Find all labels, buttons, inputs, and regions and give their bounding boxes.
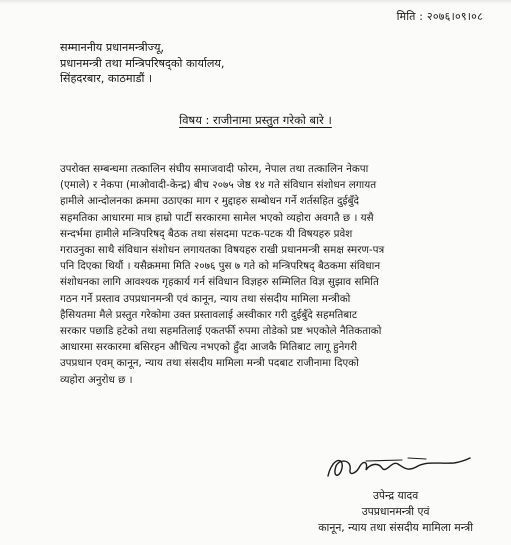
subject-text: विषय : राजीनामा प्रस्तुत गरेको बारे ।: [179, 113, 332, 127]
body-line: सरकार पछाडि हटेको तथा सहमतिलाई एकतर्फी रुपमा तोडेको प्रष्ट भएकोले नैतिकताको: [60, 325, 382, 338]
body-line: हैसियतमा मैले प्रस्तुत गरेकोमा उक्त प्रस्तावलाई अस्वीकार गरी दुईबुँदे सहमतिबाट: [60, 308, 358, 321]
body-line: सहमतिका आधारमा मात्र हाम्रो पार्टी सरकारमा सामेल भएको व्यहोरा अवगतै छ । यसै: [60, 211, 374, 224]
body-line: सन्दर्भमा हामीले मन्त्रिपरिषद् बैठक तथा संसदमा पटक-पटक यी विषयहरु प्रवेश: [60, 227, 353, 240]
body-line: संशोधनका लागि आवश्यक गृहकार्य गर्न संविधान विज्ञहरु सम्मिलित विज्ञ सुझाव समिति: [60, 276, 379, 289]
signatory-name: उपेन्द्र यादव: [372, 489, 419, 502]
recipient-line-3: सिंहदरबार, काठमाडौं ।: [60, 72, 153, 85]
body-line: आधारमा सरकारमा बसिरहन औचित्य नभएको हुँदा आजकै मितिबाट लागू हुनेगरी: [60, 341, 358, 354]
signature-block: [318, 488, 473, 536]
body-line: उपरोक्त सम्बन्धमा तत्कालिन संघीय समाजवादी फोरम, नेपाल तथा तत्कालिन नेकपा: [60, 163, 369, 175]
subject-line: [0, 113, 511, 128]
recipient-line-2: प्रधानमन्त्री तथा मन्त्रिपरिषद्को कार्यालय,: [60, 56, 225, 70]
recipient-address: [60, 40, 224, 87]
body-line: उपप्रधान एवम् कानून, न्याय तथा संसदीय मामिला मन्त्री पदबाट राजीनामा दिएको: [60, 357, 359, 370]
signatory-title-2: कानून, न्याय तथा संसदीय मामिला मन्त्री: [318, 521, 473, 534]
body-line: गराउनुका साथै संविधान संशोधन लगायतका विषयहरु राखी प्रधानमन्त्री समक्ष स्मरण-पत्र: [60, 244, 385, 257]
body-line: पनि दिएका थियौं । यसैक्रममा मिति २०७६ पुस ७ गते को मन्त्रिपरिषद् बैठकमा संविधान: [60, 260, 381, 273]
body-line: (एमाले) र नेकपा (माओवादी-केन्द्र) बीच २०७५ जेष्ठ १४ गते संविधान संशोधन लगायत: [60, 179, 377, 192]
page-top-edge: [0, 0, 511, 4]
body-line: गठन गर्ने प्रस्ताव उपप्रधानमन्त्री एवं कानून, न्याय तथा संसदीय मामिला मन्त्रीको: [60, 292, 351, 305]
body-line: व्यहोरा अनुरोध छ ।: [60, 373, 133, 386]
signatory-title-1: उपप्रधानमन्त्री एवं: [361, 505, 430, 518]
recipient-line-1: सम्माननीय प्रधानमन्त्रीज्यू,: [60, 41, 165, 54]
letter-body: [60, 161, 472, 388]
letter-date: मिति : २०७६।०९।०८: [396, 10, 483, 23]
body-line: हामीले आन्दोलनका क्रममा उठाएका माग र मुद्दाहरु सम्बोधन गर्ने शर्तसहित दुईबुँदे: [60, 195, 359, 208]
handwritten-signature: [322, 452, 472, 484]
